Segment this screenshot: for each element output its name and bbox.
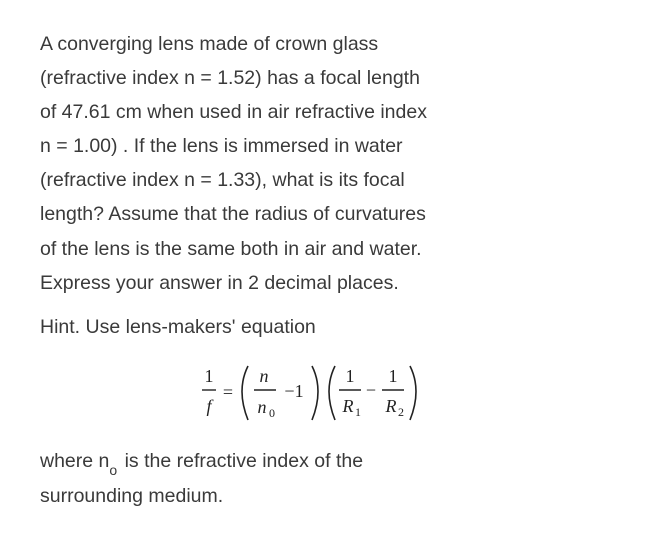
where-line-1 [40,444,363,479]
eq-r2-numerator: 1 [388,366,398,386]
hint-text: Hint. Use lens-makers' equation [40,316,316,338]
eq-r1-subscript: 1 [355,405,361,419]
eq-n0-denominator: n [257,397,267,417]
eq-r2-denominator: R [385,396,397,416]
eq-n0-subscript: 0 [269,406,275,420]
eq-lhs-numerator: 1 [204,366,214,386]
lens-makers-equation [198,360,428,430]
where-text [40,444,363,513]
eq-n-numerator: n [259,366,269,386]
question-line: length? Assume that the radius of curvatures [40,203,426,226]
eq-equals: = [222,382,234,402]
where-subscript: o [109,462,118,478]
eq-right-paren-2 [410,366,416,420]
question-text [40,27,510,300]
question-line: n = 1.00) . If the lens is immersed in water [40,135,403,158]
where-after-sub: is the refractive index of the [119,450,364,472]
question-line: A converging lens made of crown glass [40,33,379,55]
question-line: Express your answer in 2 decimal places. [40,271,399,294]
eq-r1-numerator: 1 [345,366,355,386]
eq-left-paren-1 [242,366,248,420]
eq-lhs-denominator: f [206,396,212,416]
question-line: of the lens is the same both in air and water. [40,237,422,260]
question-line: (refractive index n = 1.33), what is its focal [40,169,405,192]
eq-minus-one: −1 [284,381,304,401]
where-line-2: surrounding medium. [40,485,224,507]
eq-left-paren-2 [329,366,335,420]
eq-minus: − [365,380,377,400]
question-line: (refractive index n = 1.52) has a focal length [40,67,420,90]
question-line: of 47.61 cm when used in air refractive index [40,101,427,124]
eq-r1-denominator: R [342,396,354,416]
eq-right-paren-1 [312,366,318,420]
eq-r2-subscript: 2 [398,405,404,419]
where-before-sub: where n [40,450,110,472]
